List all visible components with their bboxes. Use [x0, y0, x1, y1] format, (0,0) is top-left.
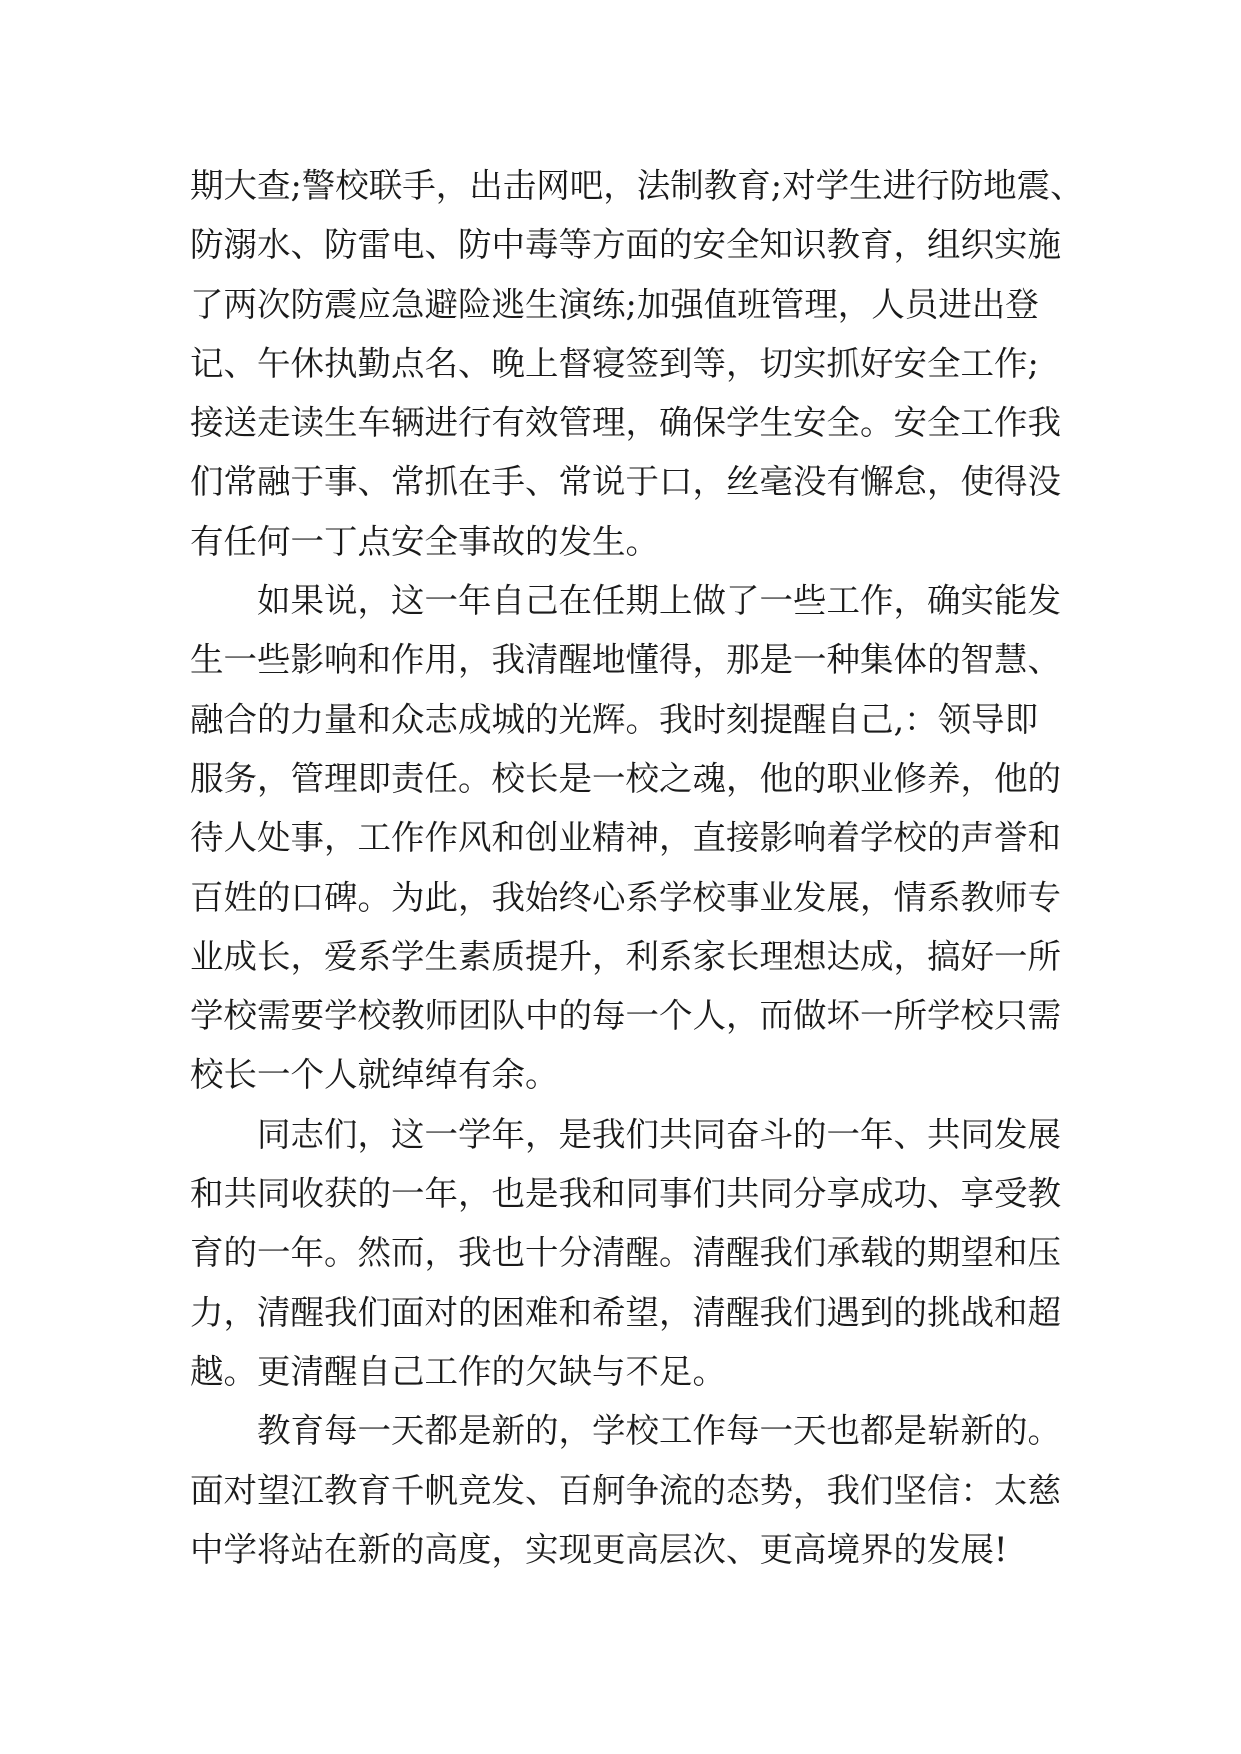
text-line: 融合的力量和众志成城的光辉。我时刻提醒自己,：领导即 [190, 699, 1039, 739]
paragraph-4 [190, 1401, 1090, 1579]
text-line: 们常融于事、常抓在手、常说于口，丝毫没有懈怠，使得没 [190, 462, 1061, 502]
text-line: 学校需要学校教师团队中的每一个人，而做坏一所学校只需 [190, 996, 1061, 1036]
paragraph-2 [190, 571, 1090, 1105]
text-line: 育的一年。然而，我也十分清醒。清醒我们承载的期望和压 [190, 1233, 1061, 1273]
text-line: 防溺水、防雷电、防中毒等方面的安全知识教育，组织实施 [190, 225, 1061, 265]
text-line: 记、午休执勤点名、晚上督寝签到等，切实抓好安全工作; [190, 343, 1039, 383]
text-line: 服务，管理即责任。校长是一校之魂，他的职业修养，他的 [190, 758, 1061, 798]
body-text [190, 156, 1090, 1579]
text-line: 越。更清醒自己工作的欠缺与不足。 [190, 1351, 726, 1391]
text-line: 了两次防震应急避险逃生演练;加强值班管理，人员进出登 [190, 284, 1039, 324]
text-line: 和共同收获的一年，也是我和同事们共同分享成功、享受教 [190, 1174, 1061, 1214]
text-line: 业成长，爱系学生素质提升，利系家长理想达成，搞好一所 [190, 936, 1061, 976]
text-line: 中学将站在新的高度，实现更高层次、更高境界的发展! [190, 1529, 1008, 1569]
text-line: 面对望江教育千帆竞发、百舸争流的态势，我们坚信：太慈 [190, 1470, 1061, 1510]
text-line: 接送走读生车辆进行有效管理，确保学生安全。安全工作我 [190, 403, 1061, 443]
text-line: 期大查;警校联手，出击网吧，法制教育;对学生进行防地震、 [190, 166, 1084, 205]
text-line: 校长一个人就绰绰有余。 [190, 1055, 559, 1095]
text-line: 力，清醒我们面对的困难和希望，清醒我们遇到的挑战和超 [190, 1292, 1061, 1332]
paragraph-1 [190, 156, 1090, 571]
paragraph-3 [190, 1105, 1090, 1401]
text-line: 生一些影响和作用，我清醒地懂得，那是一种集体的智慧、 [190, 640, 1061, 680]
text-line: 如果说，这一年自己在任期上做了一些工作，确实能发 [257, 581, 1061, 621]
text-line: 百姓的口碑。为此，我始终心系学校事业发展，情系教师专 [190, 877, 1061, 917]
text-line: 同志们，这一学年，是我们共同奋斗的一年、共同发展 [257, 1114, 1061, 1154]
text-line: 有任何一丁点安全事故的发生。 [190, 521, 659, 561]
text-line: 教育每一天都是新的，学校工作每一天也都是崭新的。 [257, 1411, 1061, 1451]
text-line: 待人处事，工作作风和创业精神，直接影响着学校的声誉和 [190, 818, 1061, 858]
